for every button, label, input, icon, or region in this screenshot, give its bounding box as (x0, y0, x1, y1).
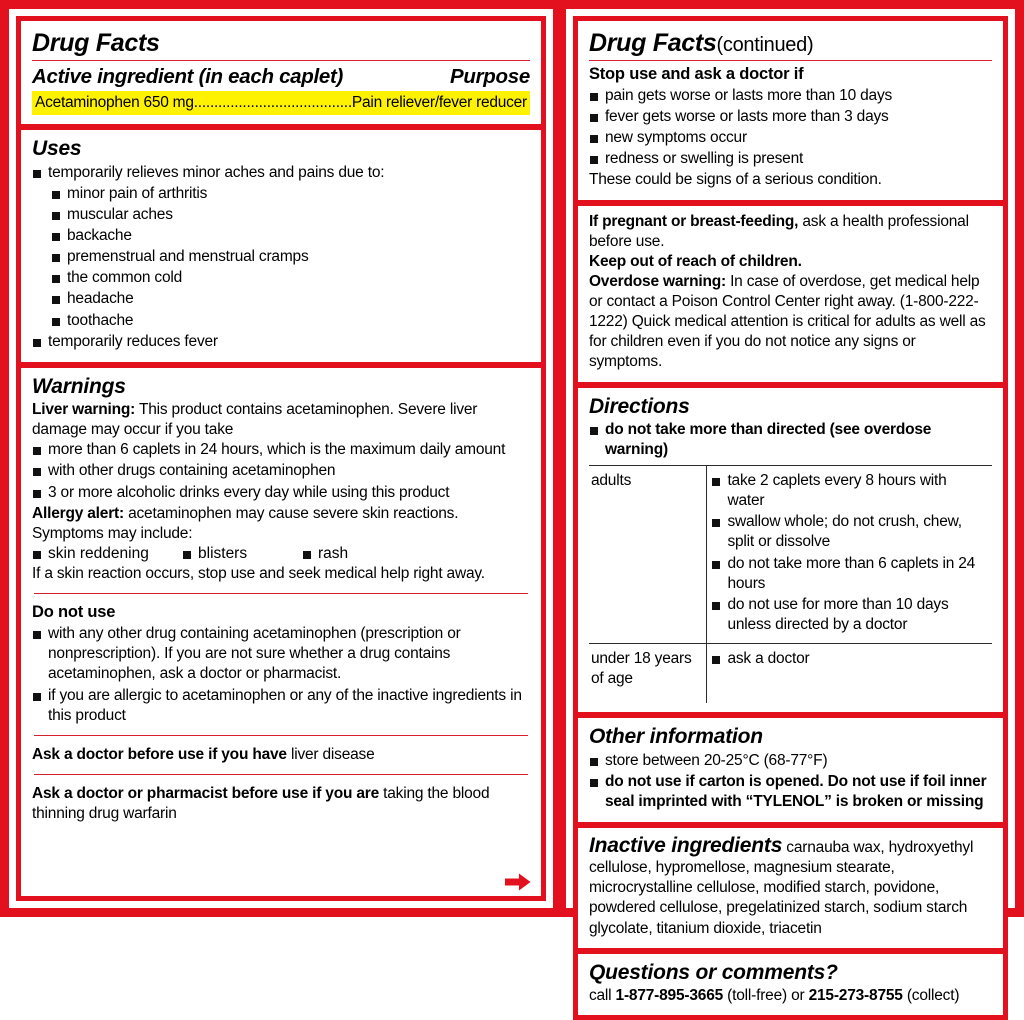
allergy-alert-footer: If a skin reaction occurs, stop use and seek medical help right away. (32, 565, 485, 583)
directions-table (589, 465, 992, 703)
list-item: more than 6 caplets in 24 hours, which is the maximum daily amount (32, 440, 530, 460)
drug-facts-title-continued (589, 29, 992, 57)
do-not-use-heading: Do not use (32, 603, 116, 622)
purpose-label: Purpose (450, 65, 530, 88)
questions-contact-line (589, 986, 992, 1006)
instructions-list (711, 649, 984, 669)
stop-use-footer: These could be signs of a serious condition. (588, 171, 882, 189)
divider-rule (34, 593, 528, 594)
uses-sublist (51, 184, 530, 331)
list-item: temporarily relieves minor aches and pains due to: (32, 163, 530, 183)
overdose-warning (589, 272, 992, 373)
liver-warning-text: This product contains acetaminophen. Severe liver damage may occur if you take (32, 401, 478, 439)
left-panel-stack (16, 16, 546, 901)
overdose-label: Overdose warning: (588, 272, 726, 290)
list-item: minor pain of arthritis (51, 184, 530, 204)
ask-doctor-text: liver disease (290, 745, 375, 763)
list-item: skin reddening (32, 544, 182, 564)
list-item: rash (302, 544, 348, 564)
list-item: do not take more than 6 caplets in 24 hours (711, 554, 984, 594)
list-item: do not take more than directed (see overdose warning) (589, 420, 992, 460)
right-panel-stack (573, 16, 1008, 1020)
call-word: call (588, 986, 612, 1004)
inactive-ingredients-block (589, 834, 992, 939)
table-row (589, 466, 992, 644)
collect-note: (collect) (906, 986, 960, 1004)
list-item: redness or swelling is present (589, 149, 992, 169)
divider-rule (34, 735, 528, 736)
age-group-cell: adults (589, 466, 707, 644)
toll-free-number[interactable]: 1-877-895-3665 (615, 986, 724, 1004)
list-item: do not use if carton is opened. Do not use if foil inner seal imprinted with “TYLENOL” is broken or missing (589, 772, 992, 812)
list-item: 3 or more alcoholic drinks every day while using this product (32, 483, 530, 503)
list-item: toothache (51, 311, 530, 331)
panel-inactive-ingredients (578, 828, 1003, 948)
list-item: pain gets worse or lasts more than 10 days (589, 86, 992, 106)
overdose-text: In case of overdose, get medical help or contact a Poison Control Center right away. (1-800-222-1222) Quick medical attention is critical for adults as well as for children even if you do not notice any signs or symptoms. (588, 272, 986, 371)
allergy-alert-label: Allergy alert: (32, 504, 124, 522)
active-ingredient-row: Acetaminophen 650 mg.......................................Pain reliever/fever reducer (32, 91, 530, 115)
list-item: fever gets worse or lasts more than 3 days (589, 107, 992, 127)
active-ingredient-header-row (32, 65, 530, 89)
warnings-heading: Warnings (32, 374, 126, 398)
drug-facts-title-text: Drug Facts (588, 29, 717, 57)
panel-header-active-ingredient (21, 21, 541, 124)
instructions-cell (707, 644, 992, 704)
list-item: ask a doctor (711, 649, 984, 669)
uses-list-final (32, 332, 530, 352)
directions-lead-list (589, 420, 992, 460)
panel-uses (21, 130, 541, 361)
liver-warning-label: Liver warning: (32, 401, 136, 419)
list-item: store between 20-25°C (68-77°F) (589, 751, 992, 771)
inactive-ingredients-heading: Inactive ingredients (588, 834, 783, 858)
pregnancy-warning (589, 212, 992, 252)
list-item: do not use for more than 10 days unless directed by a doctor (711, 595, 984, 635)
panel-questions (578, 954, 1003, 1015)
collect-number[interactable]: 215-273-8755 (808, 986, 903, 1004)
directions-heading: Directions (588, 394, 690, 418)
divider-rule (34, 774, 528, 775)
list-item: muscular aches (51, 205, 530, 225)
allergy-alert-text: acetaminophen may cause severe skin reactions. Symptoms may include: (32, 504, 459, 542)
pregnancy-label: If pregnant or breast-feeding, (588, 212, 799, 230)
toll-free-note: (toll-free) (727, 986, 787, 1004)
inactive-ingredients-text: carnauba wax, hydroxyethyl cellulose, hypromellose, magnesium stearate, microcrystalline cellulose, modified starch, povidone, powdered cellulose, pregelatinized starch, sodium starch glycolate, titanium dioxide, triacetin (588, 839, 974, 937)
uses-list (32, 163, 530, 183)
panel-directions (578, 388, 1003, 713)
list-item: headache (51, 289, 530, 309)
ask-pharmacist-label: Ask a doctor or pharmacist before use if you are (32, 784, 380, 802)
list-item: new symptoms occur (589, 128, 992, 148)
list-item: the common cold (51, 268, 530, 288)
right-column (566, 9, 1015, 1004)
ask-pharmacist-before-use (32, 784, 530, 824)
list-item: take 2 caplets every 8 hours with water (711, 471, 984, 511)
do-not-use-list (32, 624, 530, 726)
other-information-heading: Other information (588, 725, 763, 749)
liver-warning (32, 400, 530, 440)
panel-stop-use (578, 21, 1003, 200)
keep-out-of-reach (589, 252, 992, 272)
list-item: backache (51, 226, 530, 246)
panel-other-information (578, 718, 1003, 822)
ask-doctor-label: Ask a doctor before use if you have (32, 745, 287, 763)
age-group-cell: under 18 years of age (589, 644, 707, 704)
drug-facts-title: Drug Facts (32, 29, 160, 57)
other-information-list (589, 751, 992, 812)
list-item: swallow whole; do not crush, chew, split or dissolve (711, 512, 984, 552)
divider-rule (589, 60, 992, 61)
active-ingredient-label: Active ingredient (in each caplet) (32, 65, 344, 88)
list-item: with other drugs containing acetaminophen (32, 461, 530, 481)
list-item: if you are allergic to acetaminophen or any of the inactive ingredients in this product (32, 686, 530, 726)
instructions-list (711, 471, 984, 635)
stop-use-list (589, 86, 992, 170)
ask-doctor-before-use (32, 745, 530, 765)
divider-rule (32, 60, 530, 61)
list-item: with any other drug containing acetaminophen (prescription or nonprescription). If you are not sure whether a drug contains acetaminophen, ask a doctor or pharmacist. (32, 624, 530, 684)
ask-pharmacist-text: taking the blood thinning drug warfarin (32, 784, 490, 823)
list-item: blisters (182, 544, 302, 564)
uses-heading: Uses (32, 137, 82, 161)
left-column (9, 9, 553, 908)
pregnancy-text: ask a health professional before use. (588, 212, 969, 250)
panel-warnings (21, 368, 541, 896)
liver-warning-list (32, 440, 530, 502)
allergy-alert (32, 504, 530, 544)
or-word: or (791, 986, 805, 1004)
list-item: premenstrual and menstrual cramps (51, 247, 530, 267)
list-item: temporarily reduces fever (32, 332, 530, 352)
allergy-symptom-list (32, 544, 530, 564)
table-row (589, 644, 992, 704)
right-arrow-icon (505, 873, 531, 891)
stop-use-heading: Stop use and ask a doctor if (588, 65, 804, 83)
keep-out-label: Keep out of reach of children. (588, 252, 802, 270)
panel-pregnancy-overdose (578, 206, 1003, 382)
questions-heading: Questions or comments? (588, 960, 838, 984)
instructions-cell (707, 466, 992, 644)
continued-label: (continued) (716, 34, 814, 56)
